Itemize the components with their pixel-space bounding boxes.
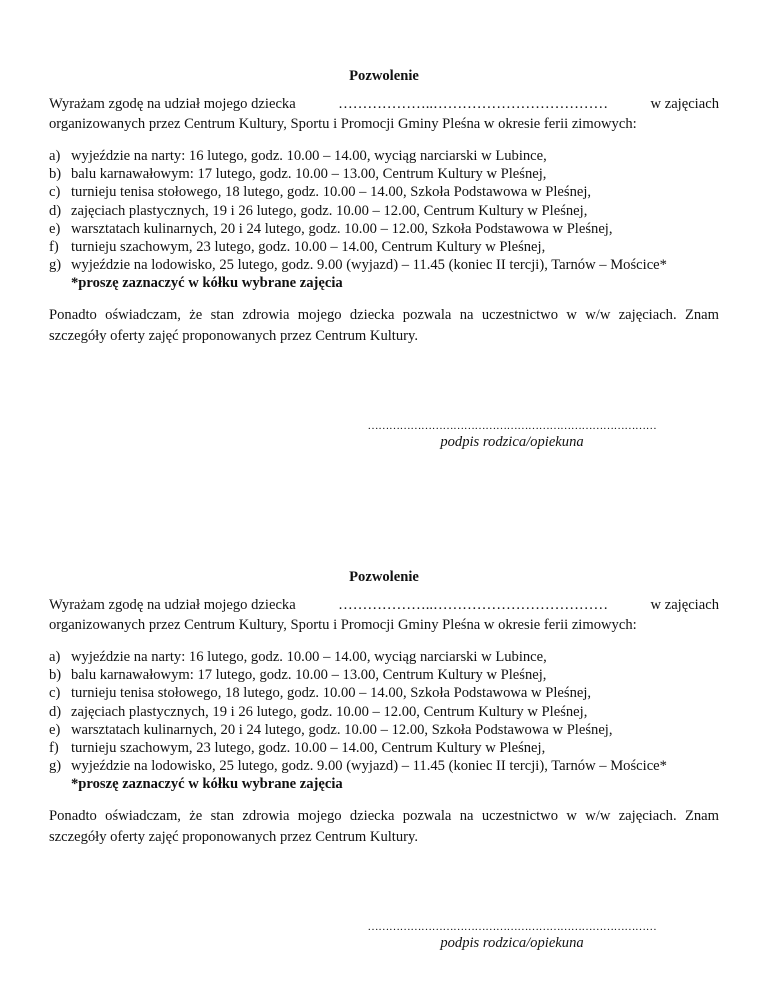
activity-item[interactable] (49, 739, 719, 757)
activity-item[interactable] (49, 648, 719, 666)
activity-item[interactable] (49, 703, 719, 721)
activity-item[interactable] (49, 220, 719, 238)
activity-text: turnieju tenisa stołowego, 18 lutego, godz. 10.00 – 14.00, Szkoła Podstawowa w Pleśnej, (71, 685, 592, 702)
form-title: Pozwolenie (349, 68, 419, 84)
consent-intro-end: w zajęciach (650, 96, 719, 112)
activity-marker: f) (49, 740, 59, 757)
activity-marker: f) (49, 239, 59, 256)
activity-text: warsztatach kulinarnych, 20 i 24 lutego, godz. 10.00 – 12.00, Szkoła Podstawowa w Pleśnej, (71, 721, 613, 738)
activity-text: wyjeździe na narty: 16 lutego, godz. 10.00 – 14.00, wyciąg narciarski w Lubince, (71, 649, 547, 665)
activity-item[interactable] (49, 202, 719, 220)
child-name-field[interactable]: ………………..……………………………… (338, 96, 609, 112)
activity-text: wyjeździe na lodowisko, 25 lutego, godz. 9.00 (wyjazd) – 11.45 (koniec II tercji), Tarnów – Mościce* (71, 257, 667, 274)
selection-note: *proszę zaznaczyć w kółku wybrane zajęcia (71, 275, 343, 292)
consent-intro-end: w zajęciach (650, 597, 719, 613)
activity-item[interactable] (49, 165, 719, 183)
activity-item[interactable] (49, 238, 719, 256)
consent-intro-line2: organizowanych przez Centrum Kultury, Sportu i Promocji Gminy Pleśna w okresie ferii zimowych: (49, 616, 637, 633)
activity-marker: a) (49, 649, 61, 665)
signature-block (367, 420, 657, 451)
activity-marker: e) (49, 220, 61, 237)
activity-item[interactable] (49, 183, 719, 201)
activity-list (49, 648, 719, 775)
activity-marker: a) (49, 148, 61, 164)
child-name-field[interactable]: ………………..……………………………… (338, 597, 609, 613)
signature-caption: podpis rodzica/opiekuna (440, 935, 584, 951)
activity-item[interactable] (49, 757, 719, 775)
activity-marker: g) (49, 758, 62, 775)
activity-text: balu karnawałowym: 17 lutego, godz. 10.00 – 13.00, Centrum Kultury w Pleśnej, (71, 166, 547, 183)
health-statement: Ponadto oświadczam, że stan zdrowia mojego dziecka pozwala na uczestnictwo w w/w zajęciach. Znam szczegóły oferty zajęć proponowanych przez Centrum Kultury. (49, 306, 719, 344)
activity-text: turnieju szachowym, 23 lutego, godz. 10.00 – 14.00, Centrum Kultury w Pleśnej, (71, 740, 546, 757)
consent-intro (49, 596, 719, 635)
consent-intro (49, 95, 719, 134)
signature-block (367, 921, 657, 952)
activity-marker: b) (49, 667, 62, 684)
activity-marker: c) (49, 184, 61, 201)
permission-form-top (49, 67, 719, 450)
consent-intro-start: Wyrażam zgodę na udział mojego dziecka (49, 597, 296, 613)
consent-intro-start: Wyrażam zgodę na udział mojego dziecka (49, 96, 296, 112)
activity-item[interactable] (49, 147, 719, 165)
activity-item[interactable] (49, 256, 719, 274)
selection-note: *proszę zaznaczyć w kółku wybrane zajęcia (71, 776, 343, 793)
signature-line[interactable]: ……………………………………………………………………… (367, 420, 657, 432)
activity-marker: g) (49, 257, 62, 274)
activity-marker: c) (49, 685, 61, 702)
activity-text: zajęciach plastycznych, 19 i 26 lutego, godz. 10.00 – 12.00, Centrum Kultury w Pleśnej, (71, 202, 588, 219)
activity-text: wyjeździe na lodowisko, 25 lutego, godz. 9.00 (wyjazd) – 11.45 (koniec II tercji), Tarnów – Mościce* (71, 758, 667, 775)
activity-marker: d) (49, 202, 62, 219)
activity-text: turnieju szachowym, 23 lutego, godz. 10.00 – 14.00, Centrum Kultury w Pleśnej, (71, 239, 546, 256)
activity-item[interactable] (49, 684, 719, 702)
activity-text: zajęciach plastycznych, 19 i 26 lutego, godz. 10.00 – 12.00, Centrum Kultury w Pleśnej, (71, 703, 588, 720)
activity-text: warsztatach kulinarnych, 20 i 24 lutego, godz. 10.00 – 12.00, Szkoła Podstawowa w Pleśnej, (71, 220, 613, 237)
signature-caption: podpis rodzica/opiekuna (440, 434, 584, 450)
activity-marker: e) (49, 721, 61, 738)
health-statement: Ponadto oświadczam, że stan zdrowia mojego dziecka pozwala na uczestnictwo w w/w zajęciach. Znam szczegóły oferty zajęć proponowanych przez Centrum Kultury. (49, 807, 719, 845)
form-title: Pozwolenie (349, 569, 419, 585)
consent-intro-line2: organizowanych przez Centrum Kultury, Sportu i Promocji Gminy Pleśna w okresie ferii zimowych: (49, 115, 637, 132)
permission-form-bottom (49, 568, 719, 951)
activity-text: wyjeździe na narty: 16 lutego, godz. 10.00 – 14.00, wyciąg narciarski w Lubince, (71, 148, 547, 164)
activity-text: turnieju tenisa stołowego, 18 lutego, godz. 10.00 – 14.00, Szkoła Podstawowa w Pleśnej, (71, 184, 592, 201)
activity-list (49, 147, 719, 274)
activity-item[interactable] (49, 721, 719, 739)
activity-marker: d) (49, 703, 62, 720)
activity-marker: b) (49, 166, 62, 183)
activity-text: balu karnawałowym: 17 lutego, godz. 10.00 – 13.00, Centrum Kultury w Pleśnej, (71, 667, 547, 684)
signature-line[interactable]: ……………………………………………………………………… (367, 921, 657, 933)
activity-item[interactable] (49, 666, 719, 684)
